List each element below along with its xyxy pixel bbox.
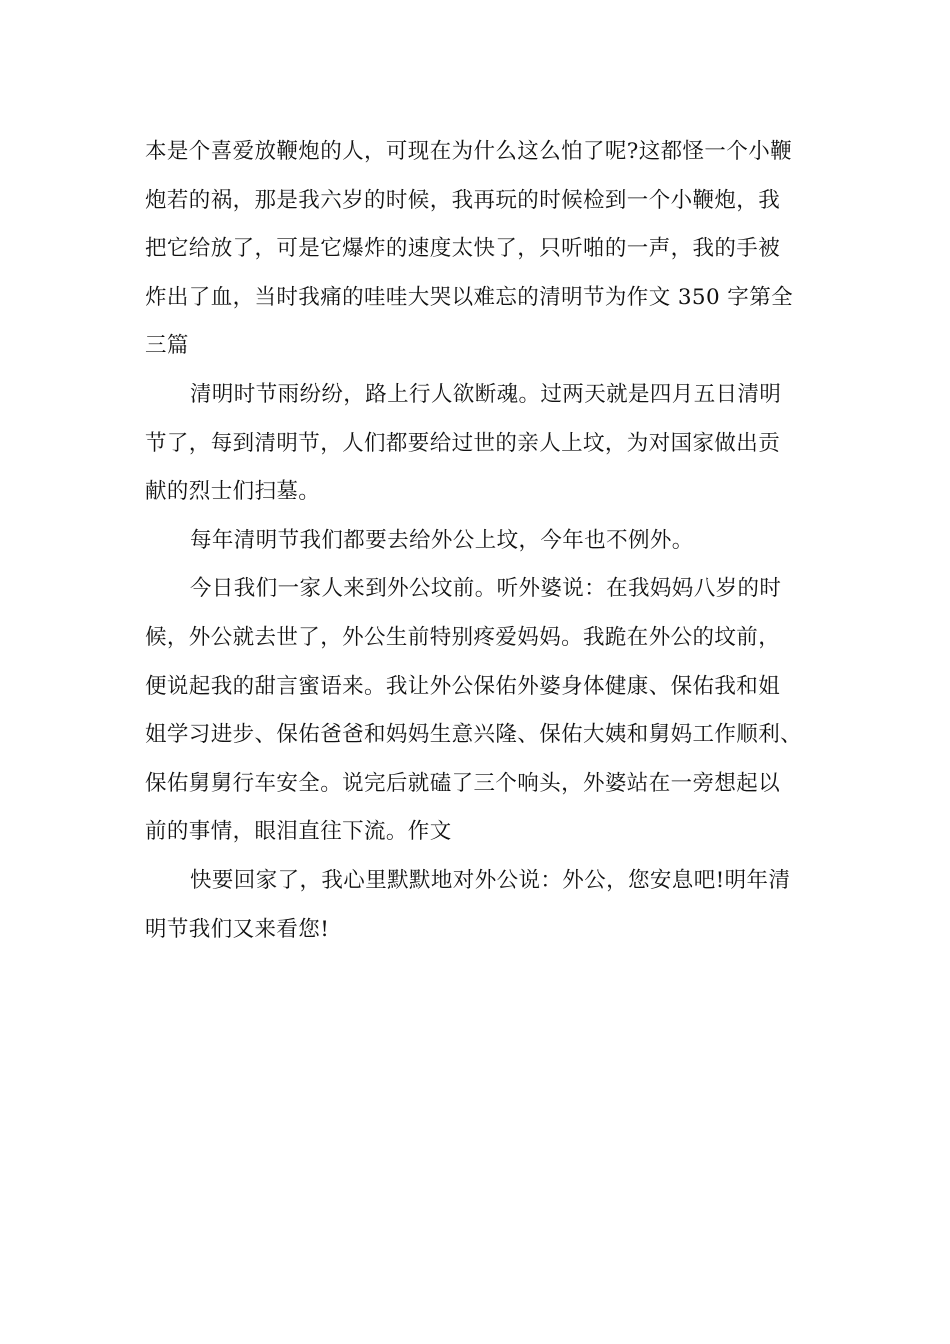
- text-line: 前的事情，眼泪直往下流。作文: [145, 819, 452, 845]
- text-line: 三篇: [145, 333, 189, 359]
- paragraph-5: [145, 857, 825, 954]
- paragraph-4: [145, 565, 825, 857]
- text-line: 今日我们一家人来到外公坟前。听外婆说：在我妈妈八岁的时: [190, 576, 782, 602]
- text-line: 每年清明节我们都要去给外公上坟，今年也不例外。: [190, 527, 694, 553]
- text-line: 节了，每到清明节，人们都要给过世的亲人上坟，为对国家做出贡: [145, 430, 781, 456]
- text-line: 明节我们又来看您!: [145, 916, 330, 942]
- text-line: 清明时节雨纷纷，路上行人欲断魂。过两天就是四月五日清明: [190, 381, 782, 407]
- document-body: [145, 128, 825, 954]
- text-line: 把它给放了，可是它爆炸的速度太快了，只听啪的一声，我的手被: [145, 236, 781, 262]
- paragraph-3: [145, 517, 825, 566]
- text-line: 便说起我的甜言蜜语来。我让外公保佑外婆身体健康、保佑我和姐: [145, 673, 781, 699]
- paragraph-2: [145, 371, 825, 517]
- text-line: 快要回家了，我心里默默地对外公说：外公，您安息吧!明年清: [190, 867, 791, 893]
- text-line: 本是个喜爱放鞭炮的人，可现在为什么这么怕了呢?这都怪一个小鞭: [145, 139, 793, 164]
- paragraph-1: [145, 128, 825, 371]
- text-line: 炮若的祸，那是我六岁的时候，我再玩的时候检到一个小鞭炮，我: [145, 187, 781, 213]
- text-line: 保佑舅舅行车安全。说完后就磕了三个响头，外婆站在一旁想起以: [145, 770, 781, 796]
- text-line: 献的烈士们扫墓。: [145, 479, 321, 505]
- text-line: 姐学习进步、保佑爸爸和妈妈生意兴隆、保佑大姨和舅妈工作顺利、: [145, 722, 803, 748]
- text-line: 炸出了血，当时我痛的哇哇大哭以难忘的清明节为作文 350 字第全: [145, 284, 794, 310]
- text-line: 候，外公就去世了，外公生前特别疼爱妈妈。我跪在外公的坟前，: [145, 624, 781, 650]
